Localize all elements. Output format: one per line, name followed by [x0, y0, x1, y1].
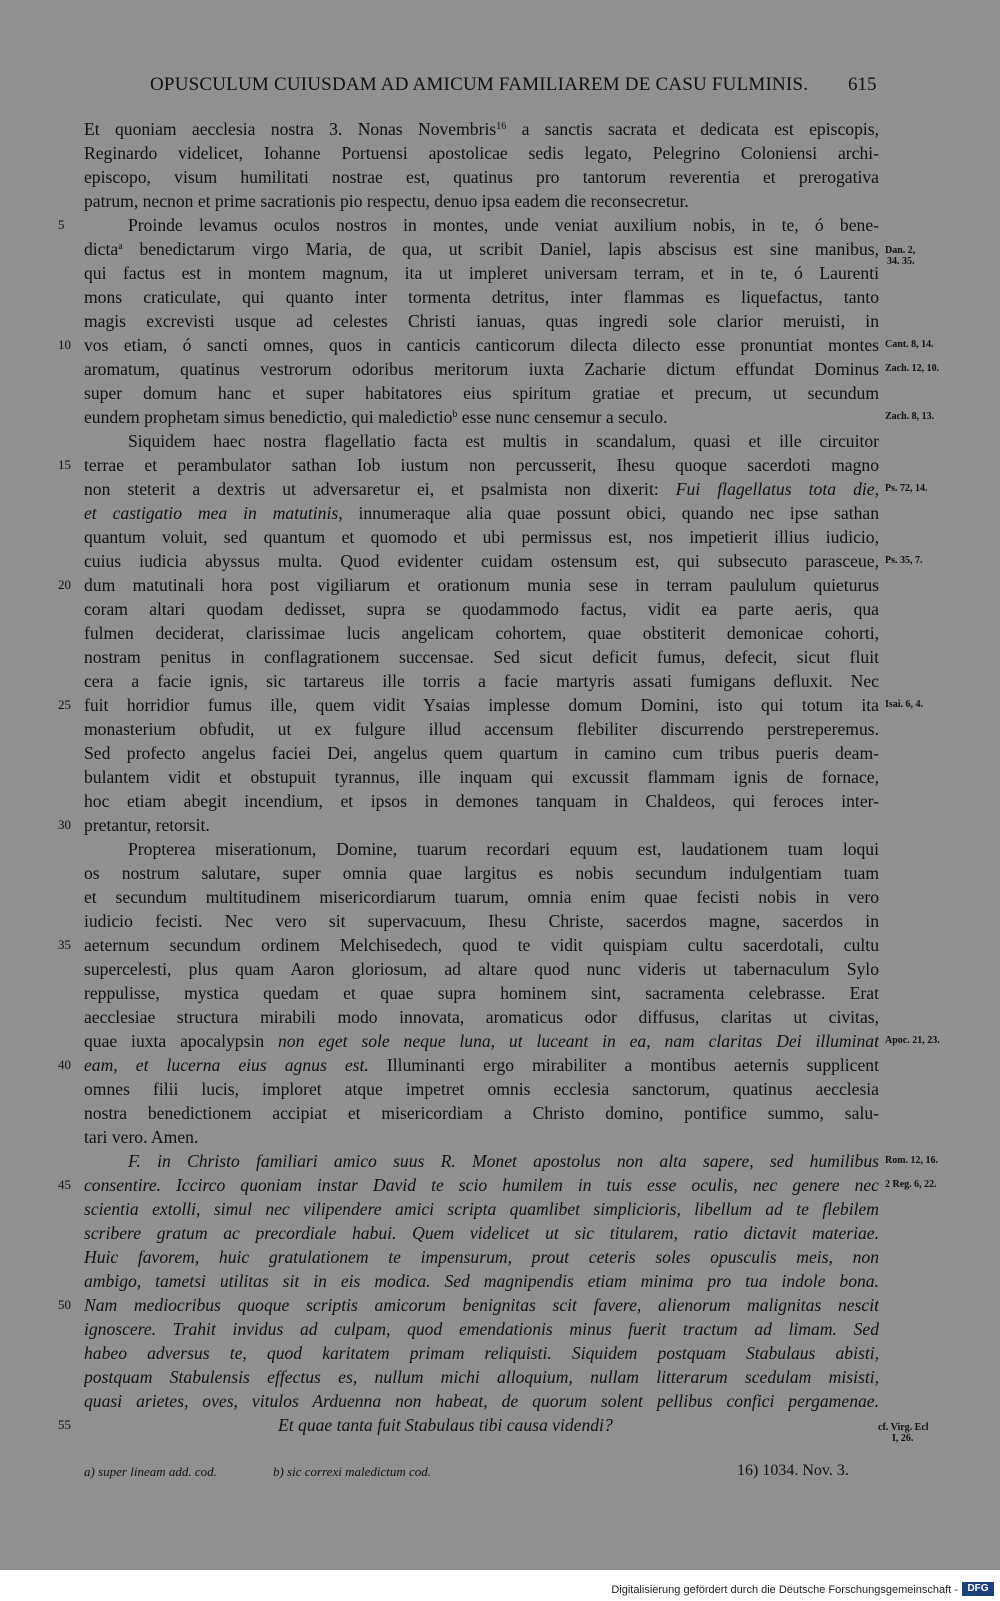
text-line: super domum hanc et super habitatores eius spiritum gratiae et precum, ut secundum: [84, 383, 879, 403]
text-line: non steterit a dextris ut adversaretur ei, et psalmista non dixerit: Fui flagellatus tota die,: [84, 479, 879, 499]
text-line: quasi arietes, oves, vitulos Arduenna non habeat, de quorum solent pellibus confici pergamenae.: [84, 1391, 879, 1411]
text-line: consentire. Iccirco quoniam instar David te scio humilem in tuis esse oculis, nec genere nec: [84, 1175, 879, 1195]
margin-note: Rom. 12, 16.: [885, 1155, 939, 1166]
text-line: et castigatio mea in matutinis, innumeraque alia quae possunt obici, quando nec ipse sathan: [84, 503, 879, 523]
line-number: 35: [58, 937, 71, 952]
margin-note: Ps. 35, 7.: [885, 555, 923, 566]
text-line: quae iuxta apocalypsin non eget sole neque luna, ut luceant in ea, nam claritas Dei illuminat: [84, 1031, 879, 1051]
text-line: ambigo, tametsi utilitas sit in eis modica. Sed magnipendis etiam minima pro tua indole bona.: [84, 1271, 879, 1291]
line-number: 50: [58, 1297, 71, 1312]
text-line: Sed profecto angelus faciei Dei, angelus quem quartum in camino cum tribus pueris deam-: [84, 743, 879, 763]
margin-note: Apoc. 21, 23.: [885, 1035, 940, 1046]
text-line: fulmen deciderat, clarissimae lucis angelicam cohortem, quae obstiterit demonicae cohorti,: [84, 623, 879, 643]
text-line: hoc etiam abegit incendium, et ipsos in demones tanquam in Chaldeos, qui feroces inter-: [84, 791, 879, 811]
text-line: nostra benedictionem accipiat et misericordiam a Christo domino, pontifice summo, salu-: [84, 1103, 879, 1123]
text-line: F. in Christo familiari amico suus R. Monet apostolus non alta sapere, sed humilibus: [128, 1151, 879, 1171]
margin-note: Zach. 12, 10.: [885, 363, 940, 374]
text-line: aecclesiae structura mirabili modo innovata, aromaticus odor diffusus, claritas ut civitas,: [84, 1007, 879, 1027]
text-line: Huic favorem, huic gratulationem te impensurum, prout ceteris soles opusculis meis, non: [84, 1247, 879, 1267]
digitization-footer: [0, 1570, 1000, 1601]
footnote-a: a) super lineam add. cod.: [84, 1464, 217, 1479]
text-line: dicta$^a$ benedictarum virgo Maria, de qua, ut scribit Daniel, lapis abscisus est sine manibus,: [84, 239, 879, 259]
line-number: 10: [58, 337, 71, 352]
text-line: pretantur, retorsit.: [84, 815, 210, 835]
line-number: 15: [58, 457, 71, 472]
text-line: supercelesti, plus quam Aaron gloriosum, ad altare quod nunc videris ut tabernaculum Sylo: [84, 959, 879, 979]
text-line: cera a facie ignis, sic tartareus ille torris a facie martyris assati fumigans defluxit. Nec: [84, 671, 879, 691]
margin-note: cf. Virg. Ecl I, 26.: [878, 1422, 929, 1444]
text-line: patrum, necnon et prime sacrationis pio respectu, denuo ipsa eadem die reconsecretur.: [84, 191, 689, 211]
text-line: omnes filii lucis, imploret atque impetret omnis ecclesia sanctorum, quatinus aecclesia: [84, 1079, 879, 1099]
text-line: scribere gratum ac precordiale habui. Quem videlicet ut sic titularem, ratio dictavit materiae.: [84, 1223, 879, 1243]
text-line: postquam Stabulensis effectus es, nullum michi alloquium, nullam litterarum scedulam misisti,: [84, 1367, 879, 1387]
text-line: Et quoniam aecclesia nostra 3. Nonas Novembris$^{16}$ a sanctis sacrata et dedicata est episcopis,: [84, 119, 879, 139]
verse-line: Et quae tanta fuit Stabulaus tibi causa videndi?: [278, 1415, 613, 1435]
margin-note: 2 Reg. 6, 22.: [885, 1179, 937, 1190]
text-line: cuius iudicia abyssus multa. Quod evidenter cuidam ostensum est, qui subsecuto parasceue,: [84, 551, 879, 571]
text-line: monasterium obfudit, ut ex fulgure illud accensum flebiliter discurrendo perstreperemus.: [84, 719, 879, 739]
text-line: qui factus est in montem magnum, ita ut impleret universam terram, et in te, ó Laurenti: [84, 263, 879, 283]
text-line: Proinde levamus oculos nostros in montes, unde veniat auxilium nobis, in te, ó bene-: [128, 215, 879, 235]
text-line: coram altari quodam dedisset, supra se quodammodo factus, vidit ea parte aeris, qua: [84, 599, 879, 619]
text-line: aeternum secundum ordinem Melchisedech, quod te vidit quispiam cultu sacerdotali, cultu: [84, 935, 879, 955]
text-line: iudicio fecisti. Nec vero sit supervacuum, Ihesu Christe, sacerdos magne, sacerdos in: [84, 911, 879, 931]
running-header: OPUSCULUM CUIUSDAM AD AMICUM FAMILIAREM DE CASU FULMINIS.: [150, 74, 809, 95]
text-line: aromatum, quatinus vestrorum odoribus meritorum iuxta Zacharie dictum effundat Dominus: [84, 359, 879, 379]
line-number: 5: [58, 217, 65, 232]
text-line: Siquidem haec nostra flagellatio facta est multis in scandalum, quasi et ille circuitor: [128, 431, 879, 451]
text-line: Nam mediocribus quoque scriptis amicorum benignitas scit favere, alienorum malignitas nescit: [84, 1295, 879, 1315]
text-line: os nostrum salutare, super omnia quae largitus es nobis secundum indulgentiam tuam: [84, 863, 879, 883]
text-line: dum matutinali hora post vigiliarum et orationum munia sese in terram paululum quieturus: [84, 575, 879, 595]
text-line: tari vero. Amen.: [84, 1127, 199, 1147]
line-number: 30: [58, 817, 71, 832]
line-number: 45: [58, 1177, 71, 1192]
text-line: quantum voluit, sed quantum et quomodo et ubi permissus est, nos impetierit illius iudicio,: [84, 527, 879, 547]
text-line: bulantem vidit et obstupuit tyrannus, ille inquam qui excussit flammam ignis de fornace,: [84, 767, 879, 787]
line-number: 25: [58, 697, 71, 712]
text-line: et secundum multitudinem misericordiarum tuarum, omnia enim quae fecisti nobis in vero: [84, 887, 879, 907]
text-line: Propterea miserationum, Domine, tuarum recordari equum est, laudationem tuam loqui: [128, 839, 879, 859]
footnote-16: 16) 1034. Nov. 3.: [737, 1462, 849, 1479]
text-line: mons craticulate, qui quanto inter tormenta detritus, inter flammas es liquefactus, tanto: [84, 287, 879, 307]
line-number: 40: [58, 1057, 71, 1072]
text-line: magis excrevisti usque ad celestes Christi ianuas, quas ingredi sole clarior meruisti, in: [84, 311, 879, 331]
margin-note: Dan. 2, 34. 35.: [885, 245, 916, 267]
text-line: nostram penitus in conflagrationem succensae. Sed sicut deficit fumus, defecit, sicut fluit: [84, 647, 879, 667]
margin-note: Cant. 8, 14.: [885, 339, 934, 350]
text-line: reppulisse, mystica quedam et quae supra hominem sint, sacramenta celebrasse. Erat: [84, 983, 879, 1003]
text-line: episcopo, visum humilitati nostrae est, quatinus pro tantorum reverentia et prerogativa: [84, 167, 879, 187]
text-line: vos etiam, ó sancti omnes, quos in canticis canticorum dilecta dilecto esse pronuntiat montes: [84, 335, 879, 355]
text-line: fuit horridior fumus ille, quem vidit Ysaias implesse domum Domini, isto qui totum ita: [84, 695, 879, 715]
text-line: Reginardo videlicet, Iohanne Portuensi apostolicae sedis legato, Pelegrino Coloniensi archi-: [84, 143, 879, 163]
funding-note: Digitalisierung gefördert durch die Deutsche Forschungsgemeinschaft -: [611, 1584, 958, 1596]
text-line: ignoscere. Trahit invidus ad culpam, quod emendationis minus fuerit tractum ad limam. Sed: [84, 1319, 879, 1339]
line-number: 55: [58, 1417, 71, 1432]
line-number: 20: [58, 577, 71, 592]
margin-note: Isai. 6, 4.: [885, 699, 924, 710]
dfg-logo: DFG: [962, 1582, 994, 1596]
text-line: habeo adversus te, quod karitatem primam reliquisti. Siquidem postquam Stabulaus abisti,: [84, 1343, 879, 1363]
margin-note: Zach. 8, 13.: [885, 411, 935, 422]
text-line: eundem prophetam simus benedictio, qui maledictio$^b$ esse nunc censemur a seculo.: [84, 407, 668, 427]
text-line: eam, et lucerna eius agnus est. Illuminanti ergo mirabiliter a montibus aeternis supplicent: [84, 1055, 879, 1075]
text-line: terrae et perambulator sathan Iob iustum non percusserit, Ihesu quoque sacerdoti magno: [84, 455, 879, 475]
footnote-b: b) sic correxi maledictum cod.: [273, 1464, 431, 1479]
page-number: 615: [848, 74, 877, 95]
margin-note: Ps. 72, 14.: [885, 483, 928, 494]
text-line: scientia extolli, simul nec vilipendere amici scripta quamlibet simplicioris, libellum ad te flebilem: [84, 1199, 879, 1219]
